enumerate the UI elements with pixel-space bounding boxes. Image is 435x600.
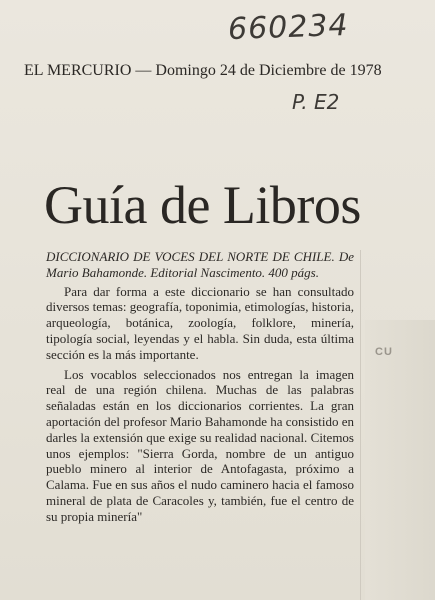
handwritten-page-reference: P. E2 (292, 90, 340, 114)
bibliographic-entry: DICCIONARIO DE VOCES DEL NORTE DE CHILE. De Mario Bahamonde. Editorial Nascimento. 400 págs. (46, 249, 354, 280)
newspaper-masthead: EL MERCURIO — Domingo 24 de Diciembre de 1978 (24, 62, 382, 79)
adjacent-column-fragment (365, 320, 435, 600)
adjacent-column-text: CU (375, 346, 393, 358)
section-title: Guía de Libros (44, 175, 361, 235)
column-divider (360, 250, 361, 600)
handwritten-clip-number: 660234 (227, 7, 350, 48)
article-paragraph-1: Para dar forma a este diccionario se han consultado diversos temas: geografía, toponimia, etimologías, historia, arqueología, botánica, zoología, folklore, minería, tipología social, leyendas y el habla. Sin duda, esta última sección es la más importante. (46, 283, 354, 362)
article-body (46, 249, 354, 529)
article-paragraph-2: Los vocablos seleccionados nos entregan la imagen real de una región chilena. Muchas de las palabras señaladas están en los diccionarios corrientes. La gran aportación del profesor Mario Bahamonde ha consistido en darles la extensión que exige su realidad nacional. Citemos unos ejemplos: "Sierra Gorda, nombre de un antiguo pueblo minero al interior de Antofagasta, próximo a Calama. Fue en sus años el nudo caminero hacia el famoso mineral de plata de Caracoles y, también, fue el centro de su propia minería" (46, 366, 354, 524)
